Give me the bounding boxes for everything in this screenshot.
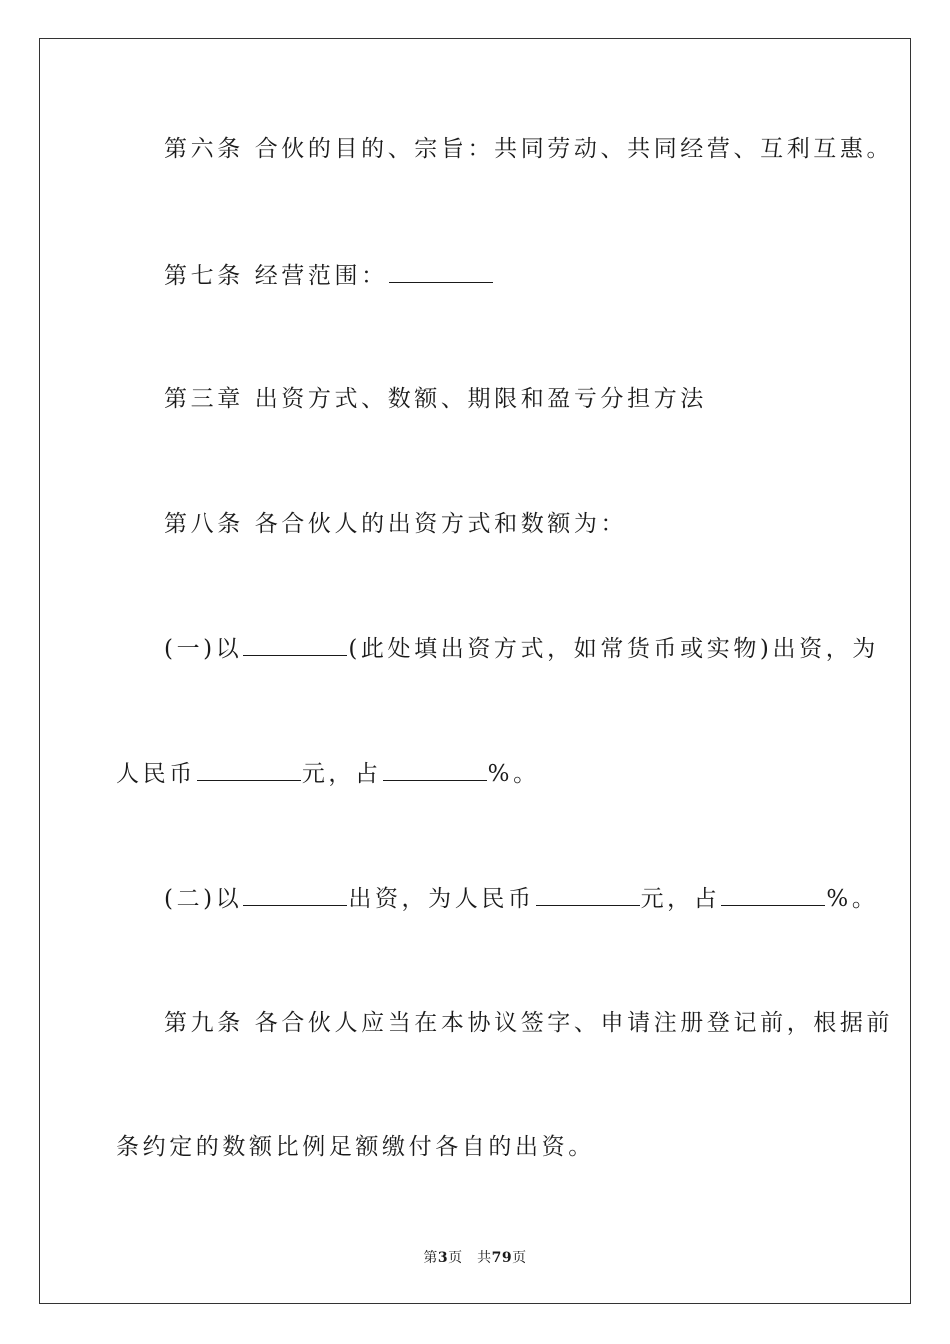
contribution-method-blank-1 [243,633,347,656]
contribution-item-1 [116,633,879,664]
article-7-text: 第七条 经营范围： [164,263,388,289]
footer-suffix: 页 [512,1250,527,1266]
article-9-text: 第九条 各合伙人应当在本协议签字、申请注册登记前，根据前 [164,1010,894,1036]
business-scope-blank [389,260,493,283]
footer-prefix: 第 [423,1250,438,1266]
percent-blank-1 [383,758,487,781]
chapter-3-heading [116,384,707,414]
item-2-yuan-label: 元，占 [640,886,721,912]
chapter-3-text: 第三章 出资方式、数额、期限和盈亏分担方法 [164,386,707,412]
item-1-percent-label: %。 [487,761,540,787]
item-2-percent-label: %。 [826,886,879,912]
article-9-cont [116,1132,595,1162]
page-border [39,38,911,1304]
item-2-prefix: (二)以 [164,886,243,912]
percent-blank-2 [721,883,825,906]
item-1-yuan-label: 元，占 [301,761,382,787]
contribution-item-2 [116,883,878,914]
item-2-text: 出资，为人民币 [348,886,535,912]
article-7 [116,260,494,291]
amount-blank-2 [536,883,640,906]
item-1-text: (此处填出资方式，如常货币或实物)出资，为 [348,636,879,662]
article-9 [116,1008,893,1038]
contribution-item-1-cont [116,758,540,789]
article-8 [116,509,627,539]
item-1-rmb-label: 人民币 [116,761,196,787]
total-page-number: 79 [491,1250,513,1266]
article-6 [116,134,893,164]
article-6-text: 第六条 合伙的目的、宗旨：共同劳动、共同经营、互利互惠。 [164,136,894,162]
item-1-prefix: (一)以 [164,636,243,662]
footer-mid: 页 共 [448,1250,492,1266]
amount-blank-1 [197,758,301,781]
article-8-text: 第八条 各合伙人的出资方式和数额为： [164,511,628,537]
article-9-cont-text: 条约定的数额比例足额缴付各自的出资。 [116,1134,595,1160]
page-footer [0,1247,950,1267]
current-page-number: 3 [437,1250,449,1266]
contribution-method-blank-2 [243,883,347,906]
